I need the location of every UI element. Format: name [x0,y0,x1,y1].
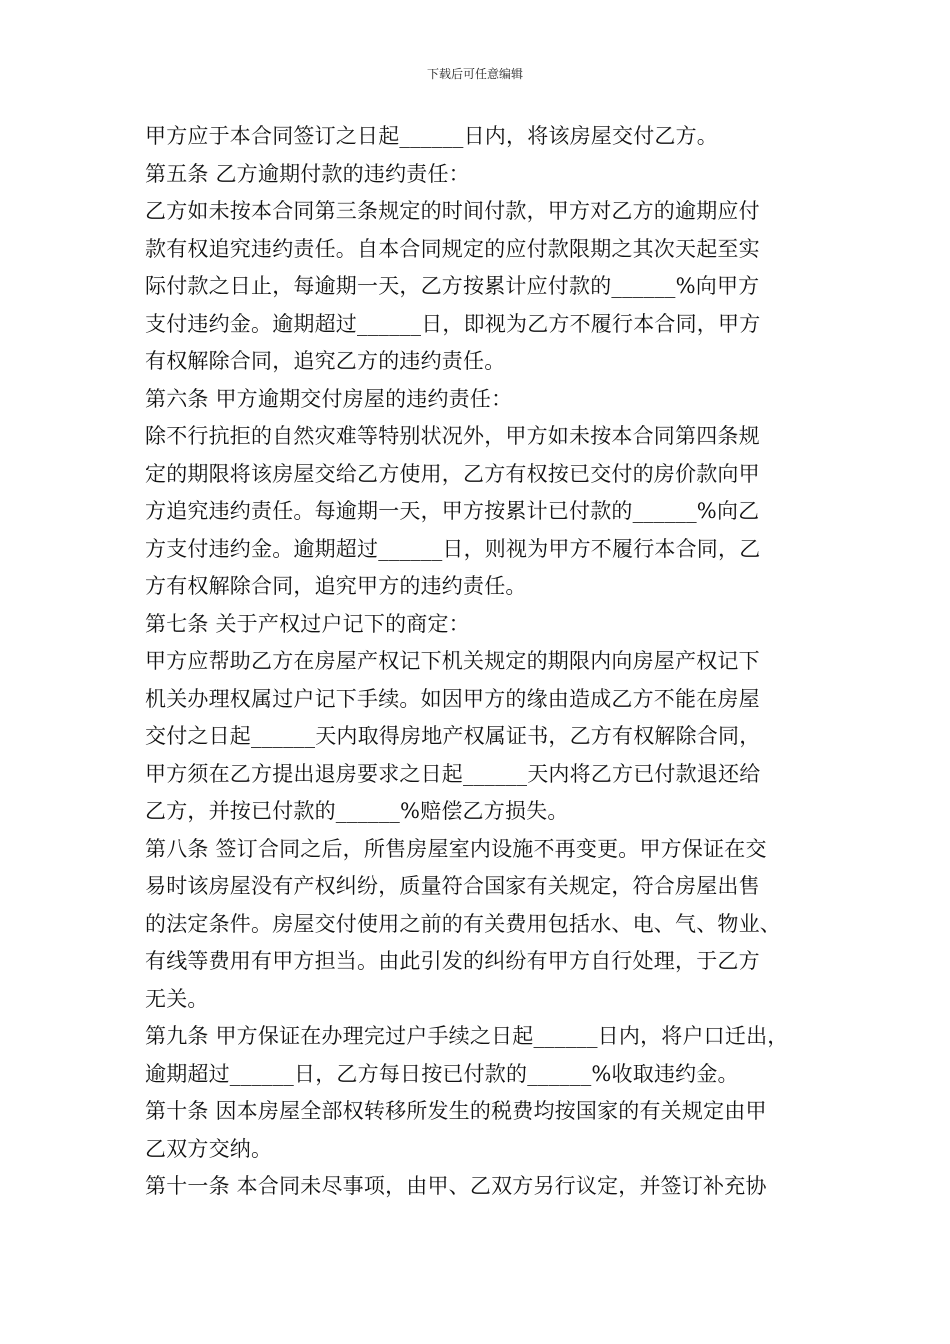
text-line: 定的期限将该房屋交给乙方使用，乙方有权按已交付的房价款向甲 [145,461,760,486]
text-line: 乙方，并按已付款的______%赔偿乙方损失。 [145,799,569,823]
section-11-line: 第十一条 本合同未尽事项，由甲、乙双方另行议定，并签订补充协 [145,1174,767,1198]
text-line: 乙双方交纳。 [145,1136,273,1161]
section-heading-6: 第六条 甲方逾期交付房屋的违约责任： [145,386,513,411]
text-line: 交付之日起______天内取得房地产权属证书，乙方有权解除合同， [145,724,761,748]
text-line: 无关。 [145,986,209,1011]
text-line: 的法定条件。房屋交付使用之前的有关费用包括水、电、气、物业、 [145,911,781,936]
section-10-line: 第十条 因本房屋全部权转移所发生的税费均按国家的有关规定由甲 [145,1099,767,1123]
text-line: 甲方应于本合同签订之日起______日内，将该房屋交付乙方。 [145,124,718,148]
text-line: 易时该房屋没有产权纠纷，质量符合国家有关规定，符合房屋出售 [145,874,760,898]
section-9-line: 第九条 甲方保证在办理完过户手续之日起______日内，将户口迁出， [145,1024,789,1048]
text-line: 甲方须在乙方提出退房要求之日起______天内将乙方已付款退还给 [145,761,761,786]
section-heading-5: 第五条 乙方逾期付款的违约责任： [145,161,470,186]
text-line: 除不行抗拒的自然灾难等特别状况外，甲方如未按本合同第四条规 [145,424,760,448]
text-line: 甲方应帮助乙方在房屋产权记下机关规定的期限内向房屋产权记下 [145,649,760,673]
text-line: 逾期超过______日，乙方每日按已付款的______%收取违约金。 [145,1061,739,1086]
text-line: 机关办理权属过户记下手续。如因甲方的缘由造成乙方不能在房屋 [145,686,760,711]
document-body [145,118,825,1206]
text-line: 方有权解除合同，追究甲方的违约责任。 [145,574,527,598]
text-line: 方支付违约金。逾期超过______日，则视为甲方不履行本合同，乙 [145,536,761,561]
text-line: 有权解除合同，追究乙方的违约责任。 [145,349,506,373]
page-header: 下载后可任意编辑 [426,67,523,81]
text-line: 际付款之日止，每逾期一天，乙方按累计应付款的______%向甲方 [145,274,760,298]
text-line: 方追究违约责任。每逾期一天，甲方按累计已付款的______%向乙 [145,499,760,523]
section-8-line: 第八条 签订合同之后，所售房屋室内设施不再变更。甲方保证在交 [145,836,767,861]
text-line: 乙方如未按本合同第三条规定的时间付款，甲方对乙方的逾期应付 [145,199,760,223]
text-line: 款有权追究违约责任。自本合同规定的应付款限期之其次天起至实 [145,236,760,261]
section-heading-7: 第七条 关于产权过户记下的商定： [145,611,470,636]
text-line: 支付违约金。逾期超过______日，即视为乙方不履行本合同，甲方 [145,311,761,336]
text-line: 有线等费用有甲方担当。由此引发的纠纷有甲方自行处理，于乙方 [145,949,760,973]
